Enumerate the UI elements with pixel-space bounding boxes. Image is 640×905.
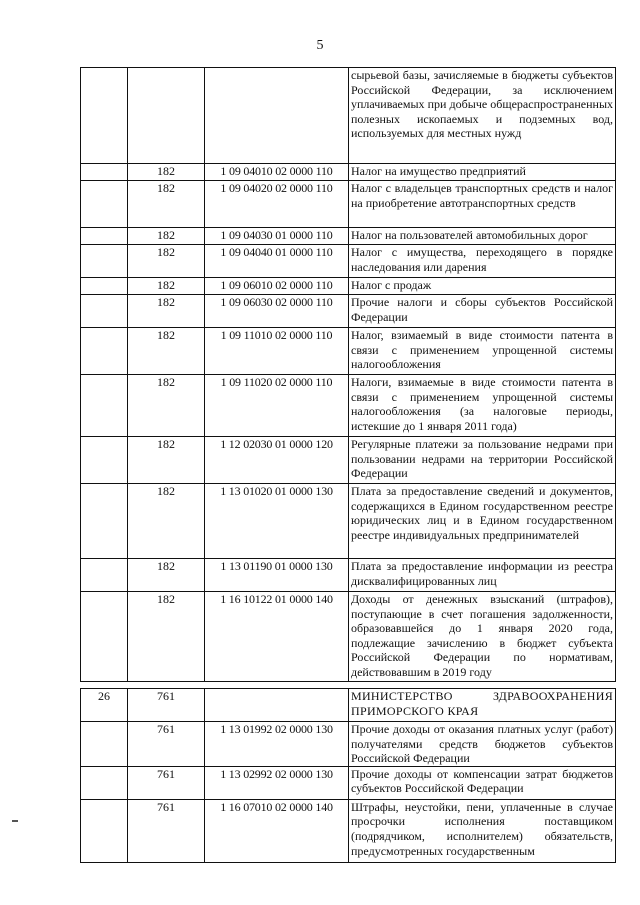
row-number	[81, 559, 128, 592]
table-row	[81, 375, 616, 437]
admin-code: 761	[128, 799, 205, 862]
table-row	[81, 68, 616, 164]
revenue-table-bottom	[80, 688, 616, 863]
row-number	[81, 375, 128, 437]
table-row	[81, 484, 616, 559]
table-row	[81, 766, 616, 799]
budget-classification-code: 1 09 04010 02 0000 110	[205, 164, 349, 181]
budget-classification-code: 1 09 04020 02 0000 110	[205, 181, 349, 228]
row-number	[81, 278, 128, 295]
table-row	[81, 295, 616, 328]
budget-classification-code	[205, 689, 349, 722]
admin-code: 182	[128, 181, 205, 228]
budget-classification-code	[205, 68, 349, 164]
budget-classification-code: 1 09 04030 01 0000 110	[205, 228, 349, 245]
admin-code: 182	[128, 278, 205, 295]
revenue-name: Регулярные платежи за пользование недрами при пользовании недрами на территории Российской Федерации	[349, 437, 616, 484]
admin-code: 182	[128, 164, 205, 181]
scan-mark	[12, 820, 18, 822]
row-number	[81, 484, 128, 559]
budget-classification-code: 1 13 01992 02 0000 130	[205, 722, 349, 767]
row-number	[81, 245, 128, 278]
table-row	[81, 181, 616, 228]
row-number	[81, 228, 128, 245]
revenue-name: Прочие доходы от компенсации затрат бюджетов субъектов Российской Федерации	[349, 766, 616, 799]
admin-code: 761	[128, 722, 205, 767]
row-number	[81, 722, 128, 767]
revenue-name: Плата за предоставление сведений и документов, содержащихся в Едином государственном реестре юридических лиц и в Едином государственном реестре индивидуальных предпринимателей	[349, 484, 616, 559]
table-row	[81, 328, 616, 375]
admin-code: 182	[128, 559, 205, 592]
admin-code: 182	[128, 245, 205, 278]
revenue-name: Доходы от денежных взысканий (штрафов), поступающие в счет погашения задолженности, образовавшейся до 1 января 2020 года, подлежащие зачислению в бюджет субъекта Российской Федерации по нормативам, действовавшим в 2019 году	[349, 592, 616, 682]
table-row	[81, 437, 616, 484]
admin-code	[128, 68, 205, 164]
revenue-name: Налоги, взимаемые в виде стоимости патента в связи с применением упрощенной системы налогообложения (за налоговые периоды, истекшие до 1 января 2011 года)	[349, 375, 616, 437]
revenue-name: Прочие налоги и сборы субъектов Российской Федерации	[349, 295, 616, 328]
table-row	[81, 799, 616, 862]
budget-classification-code: 1 09 04040 01 0000 110	[205, 245, 349, 278]
row-number	[81, 328, 128, 375]
table-row	[81, 689, 616, 722]
admin-code: 182	[128, 484, 205, 559]
budget-classification-code: 1 13 01020 01 0000 130	[205, 484, 349, 559]
revenue-name: Налог с владельцев транспортных средств и налог на приобретение автотранспортных средств	[349, 181, 616, 228]
admin-code: 761	[128, 689, 205, 722]
revenue-name: Налог на имущество предприятий	[349, 164, 616, 181]
revenue-name: Штрафы, неустойки, пени, уплаченные в случае просрочки исполнения поставщиком (подрядчиком, исполнителем) обязательств, предусмотренных государственным	[349, 799, 616, 862]
table-row	[81, 278, 616, 295]
budget-classification-code: 1 09 06030 02 0000 110	[205, 295, 349, 328]
admin-code: 182	[128, 375, 205, 437]
budget-classification-code: 1 16 10122 01 0000 140	[205, 592, 349, 682]
revenue-name: Налог с имущества, переходящего в порядке наследования или дарения	[349, 245, 616, 278]
budget-classification-code: 1 09 11020 02 0000 110	[205, 375, 349, 437]
revenue-name: МИНИСТЕРСТВО ЗДРАВООХРАНЕНИЯ ПРИМОРСКОГО КРАЯ	[349, 689, 616, 722]
table-row	[81, 245, 616, 278]
table-row	[81, 592, 616, 682]
budget-classification-code: 1 13 01190 01 0000 130	[205, 559, 349, 592]
admin-code: 182	[128, 295, 205, 328]
admin-code: 182	[128, 592, 205, 682]
row-number	[81, 181, 128, 228]
revenue-name: Плата за предоставление информации из реестра дисквалифицированных лиц	[349, 559, 616, 592]
row-number	[81, 295, 128, 328]
budget-classification-code: 1 13 02992 02 0000 130	[205, 766, 349, 799]
budget-classification-code: 1 12 02030 01 0000 120	[205, 437, 349, 484]
budget-classification-code: 1 16 07010 02 0000 140	[205, 799, 349, 862]
row-number	[81, 766, 128, 799]
revenue-name: сырьевой базы, зачисляемые в бюджеты субъектов Российской Федерации, за исключением уплачиваемых при добыче общераспространенных полезных ископаемых и подземных вод, используемых для местных нужд	[349, 68, 616, 164]
table-row	[81, 164, 616, 181]
row-number	[81, 592, 128, 682]
revenue-name: Налог на пользователей автомобильных дорог	[349, 228, 616, 245]
page-number: 5	[316, 38, 324, 53]
admin-code: 182	[128, 437, 205, 484]
table-row	[81, 559, 616, 592]
revenue-name: Налог с продаж	[349, 278, 616, 295]
admin-code: 761	[128, 766, 205, 799]
budget-classification-code: 1 09 06010 02 0000 110	[205, 278, 349, 295]
table-row	[81, 228, 616, 245]
revenue-name: Прочие доходы от оказания платных услуг (работ) получателями средств бюджетов субъектов Российской Федерации	[349, 722, 616, 767]
row-number	[81, 437, 128, 484]
revenue-name: Налог, взимаемый в виде стоимости патента в связи с применением упрощенной системы налогообложения	[349, 328, 616, 375]
table-row	[81, 722, 616, 767]
row-number	[81, 799, 128, 862]
row-number	[81, 164, 128, 181]
revenue-table-top	[80, 67, 616, 682]
row-number	[81, 68, 128, 164]
row-number: 26	[81, 689, 128, 722]
budget-classification-code: 1 09 11010 02 0000 110	[205, 328, 349, 375]
admin-code: 182	[128, 328, 205, 375]
admin-code: 182	[128, 228, 205, 245]
